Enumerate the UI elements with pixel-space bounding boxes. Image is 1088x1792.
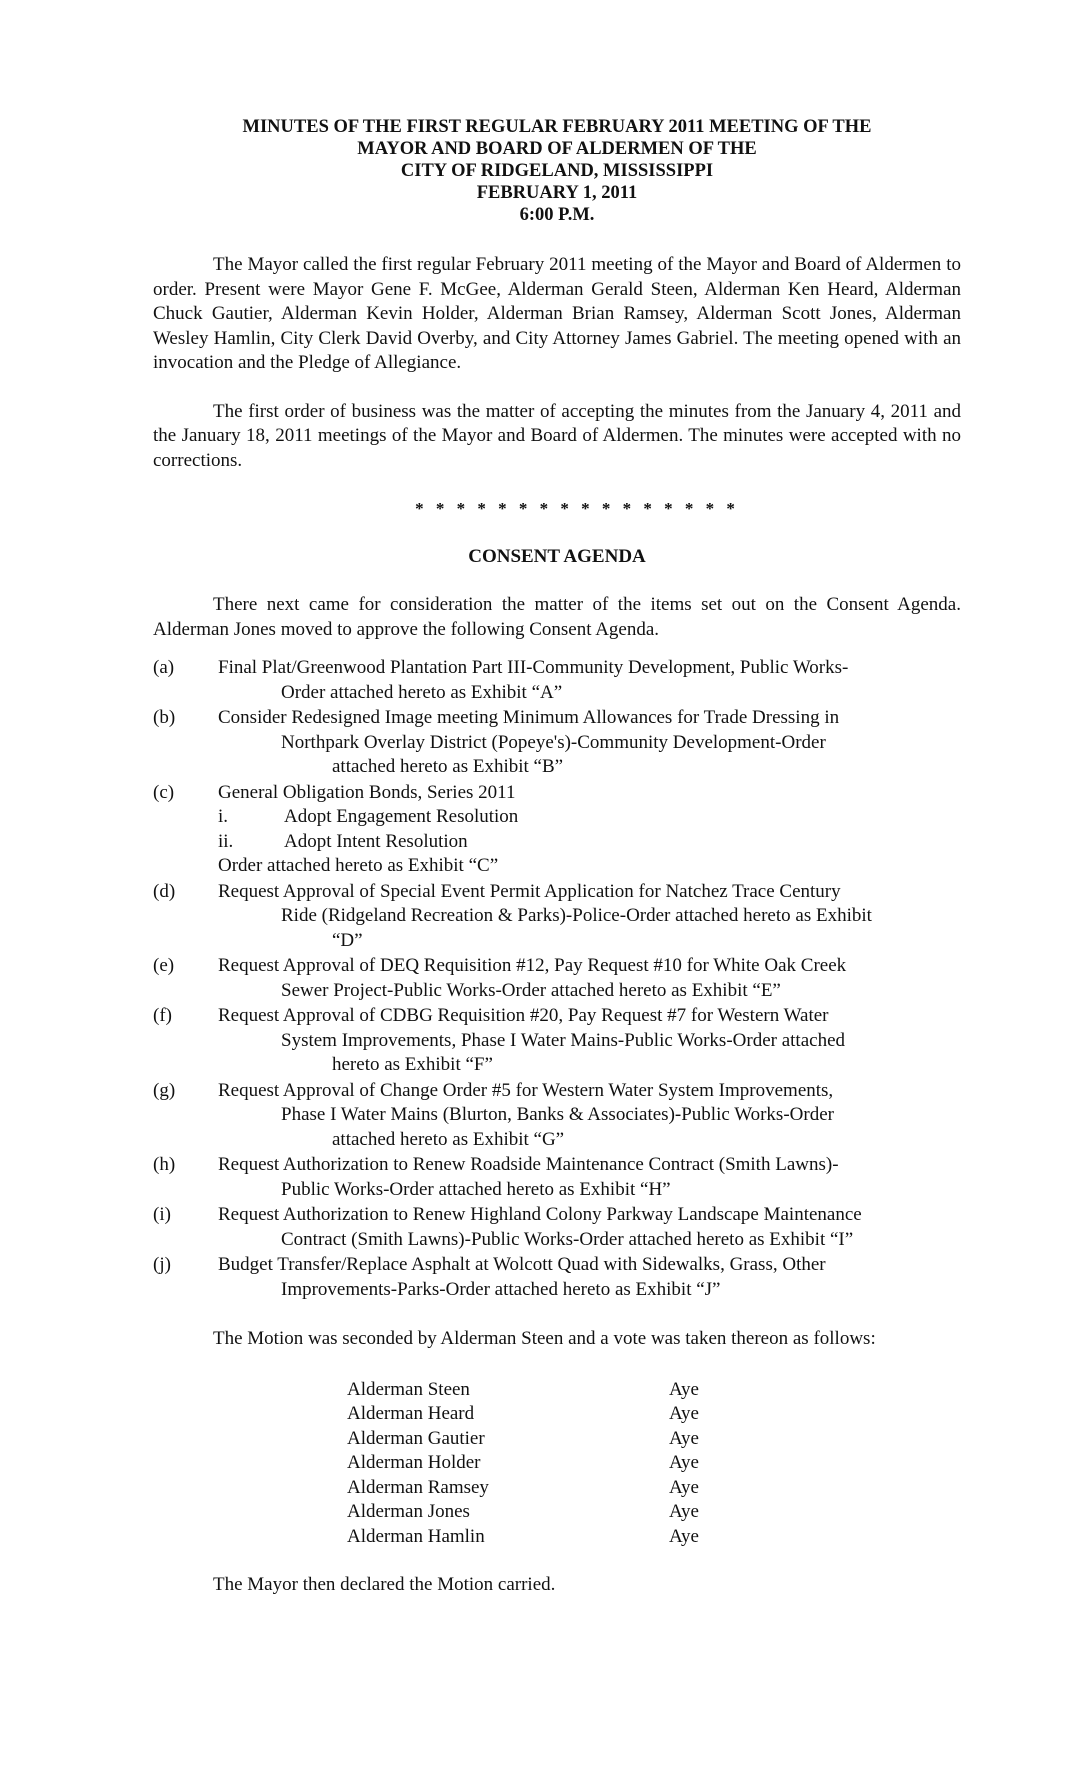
item-text: Consider Redesigned Image meeting Minimum Allowances for Trade Dressing in xyxy=(218,707,840,728)
agenda-item xyxy=(153,1004,961,1078)
text-line: follows: xyxy=(813,1328,876,1349)
text-line: Aldermen to order. Present were Mayor Gene F. McGee, Alderman Gerald Steen, Alderman xyxy=(153,254,961,300)
title-line: 6:00 P.M. xyxy=(519,205,595,225)
agenda-item xyxy=(153,1079,961,1153)
alderman-name: Alderman Hamlin xyxy=(347,1525,485,1547)
item-text: System Improvements, Phase I Water Mains-Public Works-Order attached xyxy=(281,1029,845,1051)
consent-intro-paragraph xyxy=(153,593,961,642)
item-text: “D” xyxy=(332,929,363,951)
vote-value: Aye xyxy=(669,1501,699,1522)
vote-value: Aye xyxy=(669,1525,699,1547)
title-line: MINUTES OF THE FIRST REGULAR FEBRUARY 2011 MEETING OF THE xyxy=(242,117,872,137)
item-letter: (a) xyxy=(153,657,175,678)
item-text: Contract (Smith Lawns)-Public Works-Order attached hereto as Exhibit “I” xyxy=(281,1228,854,1250)
alderman-name: Alderman Holder xyxy=(347,1452,481,1473)
item-text: Request Approval of Special Event Permit Application for Natchez Trace Century xyxy=(218,880,841,902)
agenda-item xyxy=(153,781,961,879)
document-page xyxy=(153,116,961,1598)
item-text: Budget Transfer/Replace Asphalt at Wolcott Quad with Sidewalks, Grass, Other xyxy=(218,1254,826,1275)
vote-value: Aye xyxy=(669,1378,699,1400)
vote-value: Aye xyxy=(669,1476,699,1498)
item-text: Northpark Overlay District (Popeye's)-Community Development-Order xyxy=(281,731,826,753)
title-line: CITY OF RIDGELAND, MISSISSIPPI xyxy=(400,161,714,181)
vote-row xyxy=(347,1476,961,1501)
item-letter: (c) xyxy=(153,781,175,803)
agenda-item xyxy=(153,1203,961,1252)
text-line: There next came for consideration the matter of the items set out on the Consent xyxy=(213,594,889,615)
agenda-item xyxy=(153,656,961,705)
intro-paragraph xyxy=(153,253,961,376)
agenda-item xyxy=(153,1153,961,1202)
text-line: 2011 and the January 18, 2011 meetings of the Mayor and Board of Aldermen. The minutes xyxy=(153,400,962,446)
vote-row xyxy=(347,1525,961,1550)
minutes-paragraph xyxy=(153,400,961,474)
vote-row xyxy=(347,1427,961,1452)
item-text: Request Approval of Change Order #5 for Western Water System Improvements, xyxy=(218,1079,834,1101)
item-text: Final Plat/Greenwood Plantation Part III-Community Development, Public Works- xyxy=(218,657,849,678)
text-line: Allegiance. xyxy=(374,352,462,373)
item-text: attached hereto as Exhibit “G” xyxy=(332,1128,565,1150)
item-text: Phase I Water Mains (Blurton, Banks & Associates)-Public Works-Order xyxy=(281,1104,834,1125)
vote-row xyxy=(347,1451,961,1476)
section-separator: * * * * * * * * * * * * * * * * xyxy=(415,499,739,518)
agenda-item xyxy=(153,706,961,780)
vote-value: Aye xyxy=(669,1427,699,1449)
vote-value: Aye xyxy=(669,1452,699,1473)
sub-item-text: Adopt Intent Resolution xyxy=(284,830,468,852)
sub-item xyxy=(218,805,961,830)
item-text: Improvements-Parks-Order attached hereto as Exhibit “J” xyxy=(281,1278,721,1300)
item-letter: (e) xyxy=(153,955,175,976)
text-line: The Mayor called the first regular February 2011 meeting of the Mayor and Board of xyxy=(213,254,862,275)
agenda-item xyxy=(153,1253,961,1302)
document-title xyxy=(153,116,961,226)
item-letter: (f) xyxy=(153,1005,172,1026)
vote-value: Aye xyxy=(669,1403,699,1424)
sub-item-number: i. xyxy=(218,806,229,827)
item-text: Request Authorization to Renew Roadside Maintenance Contract (Smith Lawns)- xyxy=(218,1154,839,1175)
agenda-item xyxy=(153,954,961,1003)
item-letter: (g) xyxy=(153,1079,176,1101)
item-letter: (j) xyxy=(153,1254,171,1275)
vote-table xyxy=(347,1378,961,1550)
title-line: MAYOR AND BOARD OF ALDERMEN OF THE xyxy=(357,139,757,159)
title-line: FEBRUARY 1, 2011 xyxy=(476,183,638,203)
vote-row xyxy=(347,1402,961,1427)
item-text: Ride (Ridgeland Recreation & Parks)-Police-Order attached hereto as Exhibit xyxy=(281,905,872,926)
item-letter: (d) xyxy=(153,880,176,902)
item-text: Order attached hereto as Exhibit “C” xyxy=(218,855,499,876)
text-line: Ken Heard, Alderman Chuck Gautier, Alderman Kevin Holder, Alderman Brian Ramsey, xyxy=(153,278,962,324)
sub-item xyxy=(218,830,961,855)
item-text: Request Approval of DEQ Requisition #12, Pay Request #10 for White Oak Creek xyxy=(218,955,847,976)
item-text: hereto as Exhibit “F” xyxy=(332,1054,493,1075)
item-letter: (i) xyxy=(153,1204,171,1225)
item-letter: (b) xyxy=(153,707,176,728)
text-line: The first order of business was the matter of accepting the minutes from the January 4, xyxy=(213,400,885,422)
vote-row xyxy=(347,1500,961,1525)
text-line: were accepted with no corrections. xyxy=(153,425,962,471)
item-text: Sewer Project-Public Works-Order attached hereto as Exhibit “E” xyxy=(281,979,781,1001)
sub-item-text: Adopt Engagement Resolution xyxy=(284,806,519,827)
item-text: Order attached hereto as Exhibit “A” xyxy=(281,681,563,703)
text-line: The Motion was seconded by Alderman Steen and a vote was taken thereon as xyxy=(213,1328,809,1349)
text-line: Attorney James Gabriel. The meeting opened with an invocation and the Pledge of xyxy=(153,327,962,373)
item-text: Request Approval of CDBG Requisition #20, Pay Request #7 for Western Water xyxy=(218,1005,829,1026)
alderman-name: Alderman Ramsey xyxy=(347,1476,489,1498)
sub-item-number: ii. xyxy=(218,830,234,852)
closing-paragraph: The Mayor then declared the Motion carried. xyxy=(213,1574,556,1595)
alderman-name: Alderman Steen xyxy=(347,1378,470,1400)
item-letter: (h) xyxy=(153,1154,176,1175)
text-line: Agenda. Alderman Jones moved to approve the following Consent Agenda. xyxy=(153,594,961,640)
vote-row xyxy=(347,1378,961,1403)
text-line: Alderman Scott Jones, Alderman Wesley Hamlin, City Clerk David Overby, and City xyxy=(153,303,961,349)
motion-paragraph xyxy=(153,1327,961,1352)
alderman-name: Alderman Heard xyxy=(347,1403,475,1424)
item-text: General Obligation Bonds, Series 2011 xyxy=(218,781,516,803)
item-text: Request Authorization to Renew Highland Colony Parkway Landscape Maintenance xyxy=(218,1204,862,1225)
alderman-name: Alderman Jones xyxy=(347,1501,470,1522)
item-text: Public Works-Order attached hereto as Exhibit “H” xyxy=(281,1178,671,1200)
item-text: attached hereto as Exhibit “B” xyxy=(332,756,564,777)
consent-agenda-list xyxy=(153,656,961,1302)
alderman-name: Alderman Gautier xyxy=(347,1427,485,1449)
consent-agenda-heading: CONSENT AGENDA xyxy=(468,546,646,567)
agenda-item xyxy=(153,880,961,954)
